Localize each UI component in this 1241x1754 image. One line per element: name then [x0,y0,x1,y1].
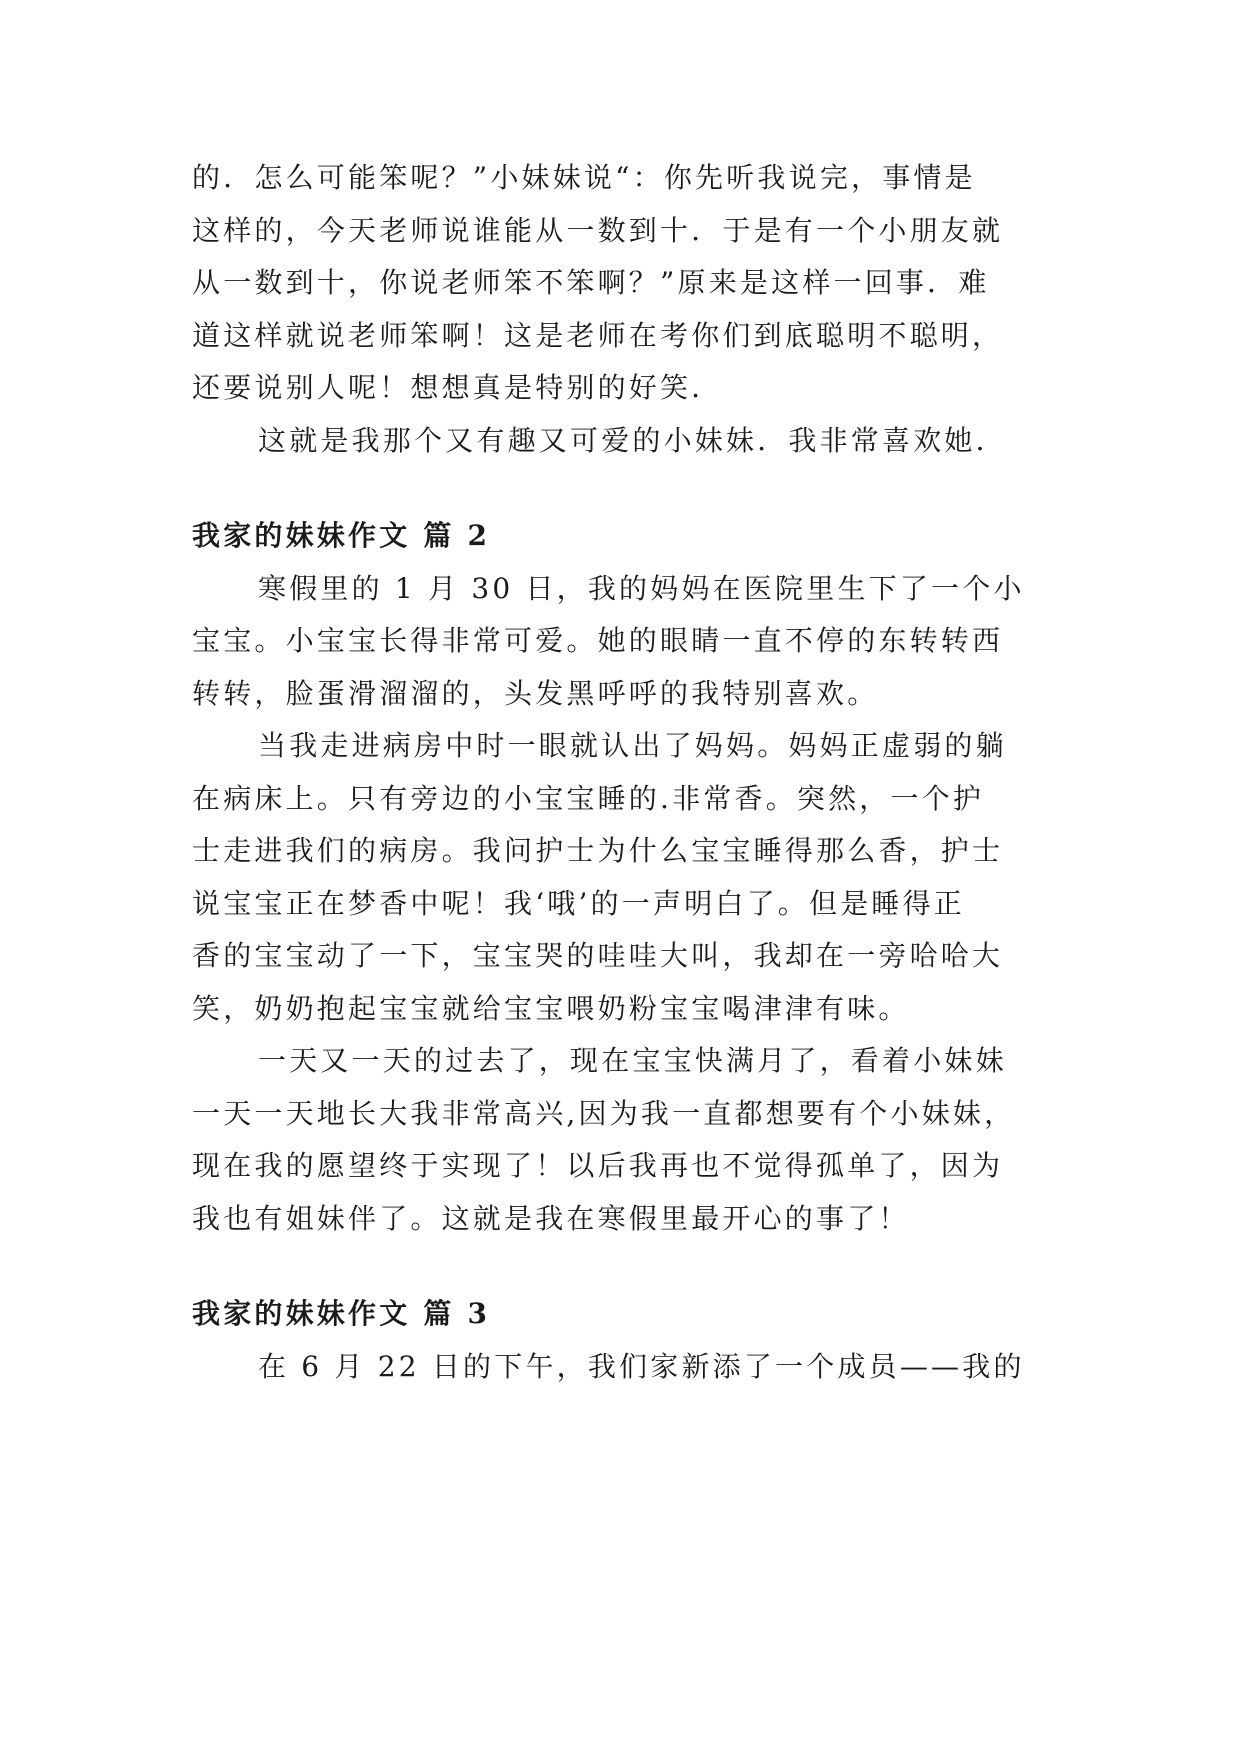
text-line: 笑，奶奶抱起宝宝就给宝宝喂奶粉宝宝喝津津有味。 [192,991,910,1025]
text-line: 道这样就说老师笨啊！这是老师在考你们到底聪明不聪明， [192,318,1004,352]
section-2 [192,510,1062,1245]
paragraph [192,1035,1062,1245]
text-line: 还要说别人呢！想想真是特别的好笑． [192,371,723,404]
section-heading: 我家的妹妹作文 篇 2 [192,519,491,552]
section-3 [192,1288,1062,1393]
text-line: 一天一天地长大我非常高兴,因为我一直都想要有个小妹妹， [192,1096,1016,1130]
text-line: 当我走进病房中时一眼就认出了妈妈。妈妈正虚弱的躺 [258,729,1007,762]
text-line: 宝宝。小宝宝长得非常可爱。她的眼睛一直不停的东转转西 [192,624,1004,657]
text-line: 的．怎么可能笨呢？”小妹妹说“：你先听我说完，事情是 [192,161,976,194]
text-line: 说宝宝正在梦香中呢！我‘哦’的一声明白了。但是睡得正 [192,886,966,920]
text-line: 在 6 月 22 日的下午，我们家新添了一个成员——我的 [258,1349,1025,1383]
text-line: 我也有姐妹伴了。这就是我在寒假里最开心的事了！ [192,1201,910,1235]
section-1 [192,152,1062,467]
text-line: 转转，脸蛋滑溜溜的，头发黑呼呼的我特别喜欢。 [192,676,879,710]
paragraph [192,563,1062,721]
text-line: 士走进我们的病房。我问护士为什么宝宝睡得那么香，护士 [192,834,1004,867]
text-line: 香的宝宝动了一下，宝宝哭的哇哇大叫，我却在一旁哈哈大 [192,939,1004,972]
text-line: 在病床上。只有旁边的小宝宝睡的.非常香。突然，一个护 [192,781,985,815]
paragraph [192,720,1062,1035]
text-line: 这样的，今天老师说谁能从一数到十．于是有一个小朋友就 [192,213,1004,247]
text-line: 从一数到十，你说老师笨不笨啊？”原来是这样一回事．难 [192,266,990,299]
paragraph [192,152,1062,415]
section-heading: 我家的妹妹作文 篇 3 [192,1297,491,1330]
paragraph [192,1341,1062,1394]
text-line: 寒假里的 1 月 30 日，我的妈妈在医院里生下了一个小 [258,571,1025,605]
text-line: 现在我的愿望终于实现了！以后我再也不觉得孤单了，因为 [192,1149,1004,1182]
paragraph [192,415,1062,468]
text-line: 一天又一天的过去了，现在宝宝快满月了，看着小妹妹 [258,1044,1007,1077]
text-line: 这就是我那个又有趣又可爱的小妹妹．我非常喜欢她． [258,423,1007,457]
document-page [192,152,1062,1393]
